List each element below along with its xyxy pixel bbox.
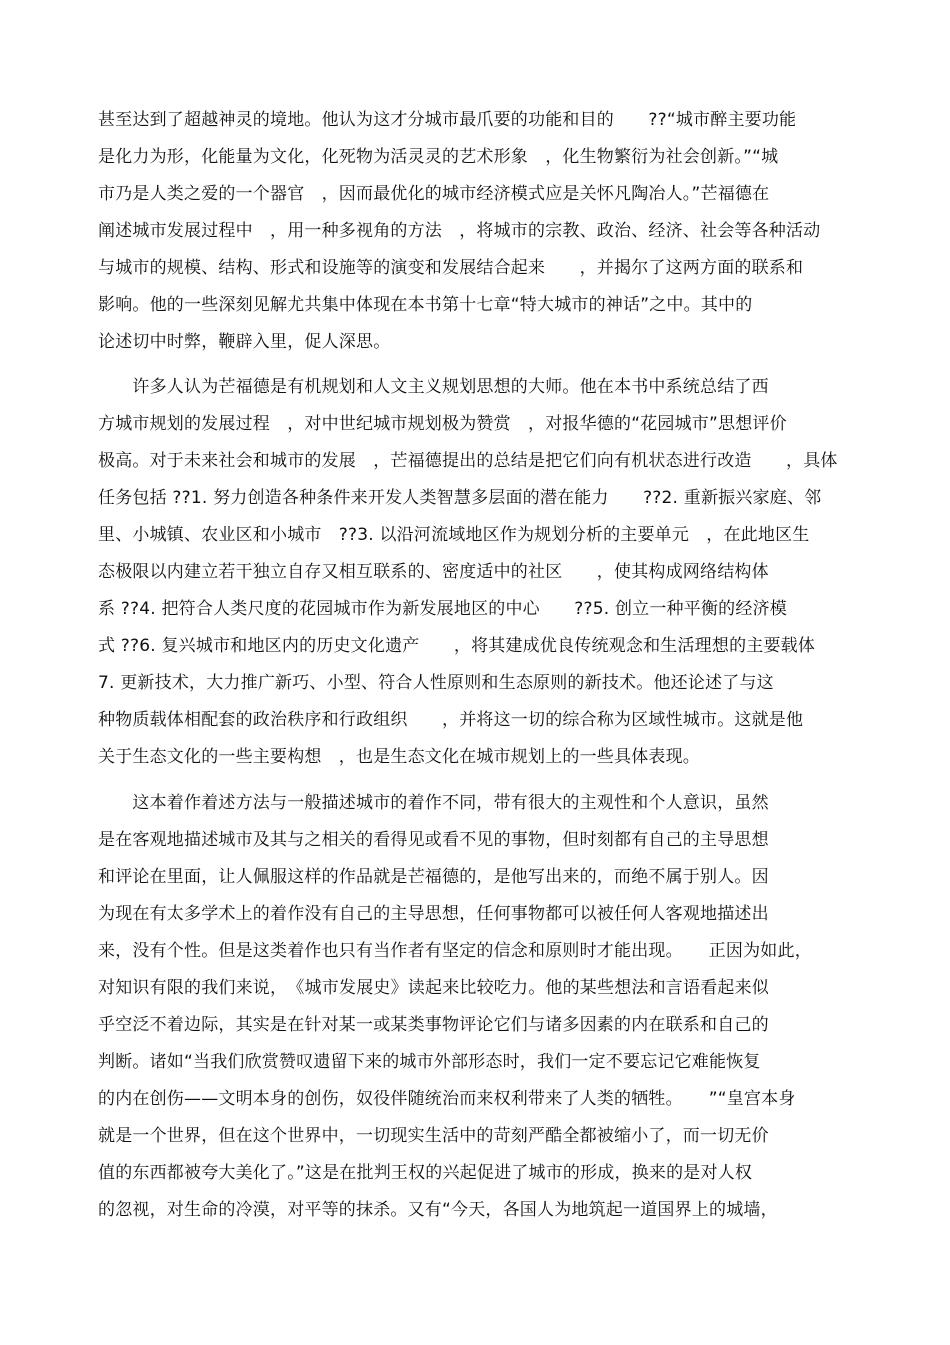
text-line: 任务包括 ??1. 努力创造各种条件来开发人类智慧多层面的潜在能力 ??2. 重新振兴家庭、邻 <box>98 488 822 508</box>
text-line: 论述切中时弊，鞭辟入里，促人深思。 <box>98 332 391 352</box>
text-line: 系 ??4. 把符合人类尺度的花园城市作为新发展地区的中心 ??5. 创立一种平衡的经济模 <box>98 599 787 619</box>
text-line: 值的东西都被夸大美化了。”这是在批判王权的兴起促进了城市的形成，换来的是对人权 <box>98 1163 753 1183</box>
text-line: 的内在创伤——文明本身的创伤，奴役伴随统治而来权利带来了人类的牺牲。 ”“皇宫本身 <box>98 1089 796 1109</box>
text-line: 方城市规划的发展过程 ，对中世纪城市规划极为赞赏 ，对报华德的“花园城市”思想评价 <box>98 414 787 434</box>
text-line: 市乃是人类之爱的一个器官 ，因而最优化的城市经济模式应是关怀凡陶冶人。”芒福德在 <box>98 184 770 204</box>
text-line: 态极限以内建立若干独立自存又相互联系的、密度适中的社区 ，使其构成网络结构体 <box>98 562 769 582</box>
text-line: 关于生态文化的一些主要构想 ，也是生态文化在城市规划上的一些具体表现。 <box>98 747 700 767</box>
text-line: 影响。他的一些深刻见解尤共集中体现在本书第十七章“特大城市的神话”之中。其中的 <box>98 295 753 315</box>
text-line: 许多人认为芒福德是有机规划和人文主义规划思想的大师。他在本书中系统总结了西 <box>98 377 769 397</box>
text-line: 极高。对于未来社会和城市的发展 ，芒福德提出的总结是把它们向有机状态进行改造 ，具体 <box>98 451 838 471</box>
text-line: 式 ??6. 复兴城市和地区内的历史文化遗产 ，将其建成优良传统观念和生活理想的主要载体 <box>98 636 816 656</box>
text-line: 7. 更新技术，大力推广新巧、小型、符合人性原则和生态原则的新技术。他还论述了与这 <box>98 673 774 693</box>
text-line: 为现在有太多学术上的着作没有自己的主导思想，任何事物都可以被任何人客观地描述出 <box>98 904 769 924</box>
text-line: 这本着作着述方法与一般描述城市的着作不同，带有很大的主观性和个人意识，虽然 <box>98 793 769 813</box>
text-line: 来，没有个性。但是这类着作也只有当作者有坚定的信念和原则时才能出现。 正因为如此， <box>98 941 812 961</box>
text-line: 种物质载体相配套的政治秩序和行政组织 ，并将这一切的综合称为区域性城市。这就是他 <box>98 710 804 730</box>
text-line: 判断。诸如“当我们欣赏赞叹遗留下来的城市外部形态时，我们一定不要忘记它难能恢复 <box>98 1052 761 1072</box>
text-line: 是化力为形，化能量为文化，化死物为活灵灵的艺术形象 ，化生物繁衍为社会创新。”“城 <box>98 147 779 167</box>
text-line: 的忽视，对生命的冷漠，对平等的抹杀。又有“今天，各国人为地筑起一道国界上的城墙， <box>98 1200 778 1220</box>
text-line: 和评论在里面，让人佩服这样的作品就是芒福德的，是他写出来的，而绝不属于别人。因 <box>98 867 769 887</box>
text-line: 甚至达到了超越神灵的境地。他认为这才分城市最爪要的功能和目的 ??“城市醉主要功能 <box>98 110 797 130</box>
text-line: 是在客观地描述城市及其与之相关的看得见或看不见的事物，但时刻都有自己的主导思想 <box>98 830 769 850</box>
text-line: 乎空泛不着边际，其实是在针对某一或某类事物评论它们与诸多因素的内在联系和自己的 <box>98 1015 769 1035</box>
text-line: 里、小城镇、农业区和小城市 ??3. 以沿河流域地区作为规划分析的主要单元 ，在此地区生 <box>98 525 810 545</box>
text-line: 对知识有限的我们来说， 《城市发展史》读起来比较吃力。他的某些想法和言语看起来似 <box>98 978 769 998</box>
text-line: 与城市的规模、结构、形式和设施等的演变和发展结合起来 ，并揭尔了这两方面的联系和 <box>98 258 804 278</box>
text-line: 就是一个世界，但在这个世界中，一切现实生活中的苛刻严酷全都被缩小了，而一切无价 <box>98 1126 769 1146</box>
text-line: 阐述城市发展过程中 ，用一种多视角的方法 ，将城市的宗教、政治、经济、社会等各种活动 <box>98 221 821 241</box>
